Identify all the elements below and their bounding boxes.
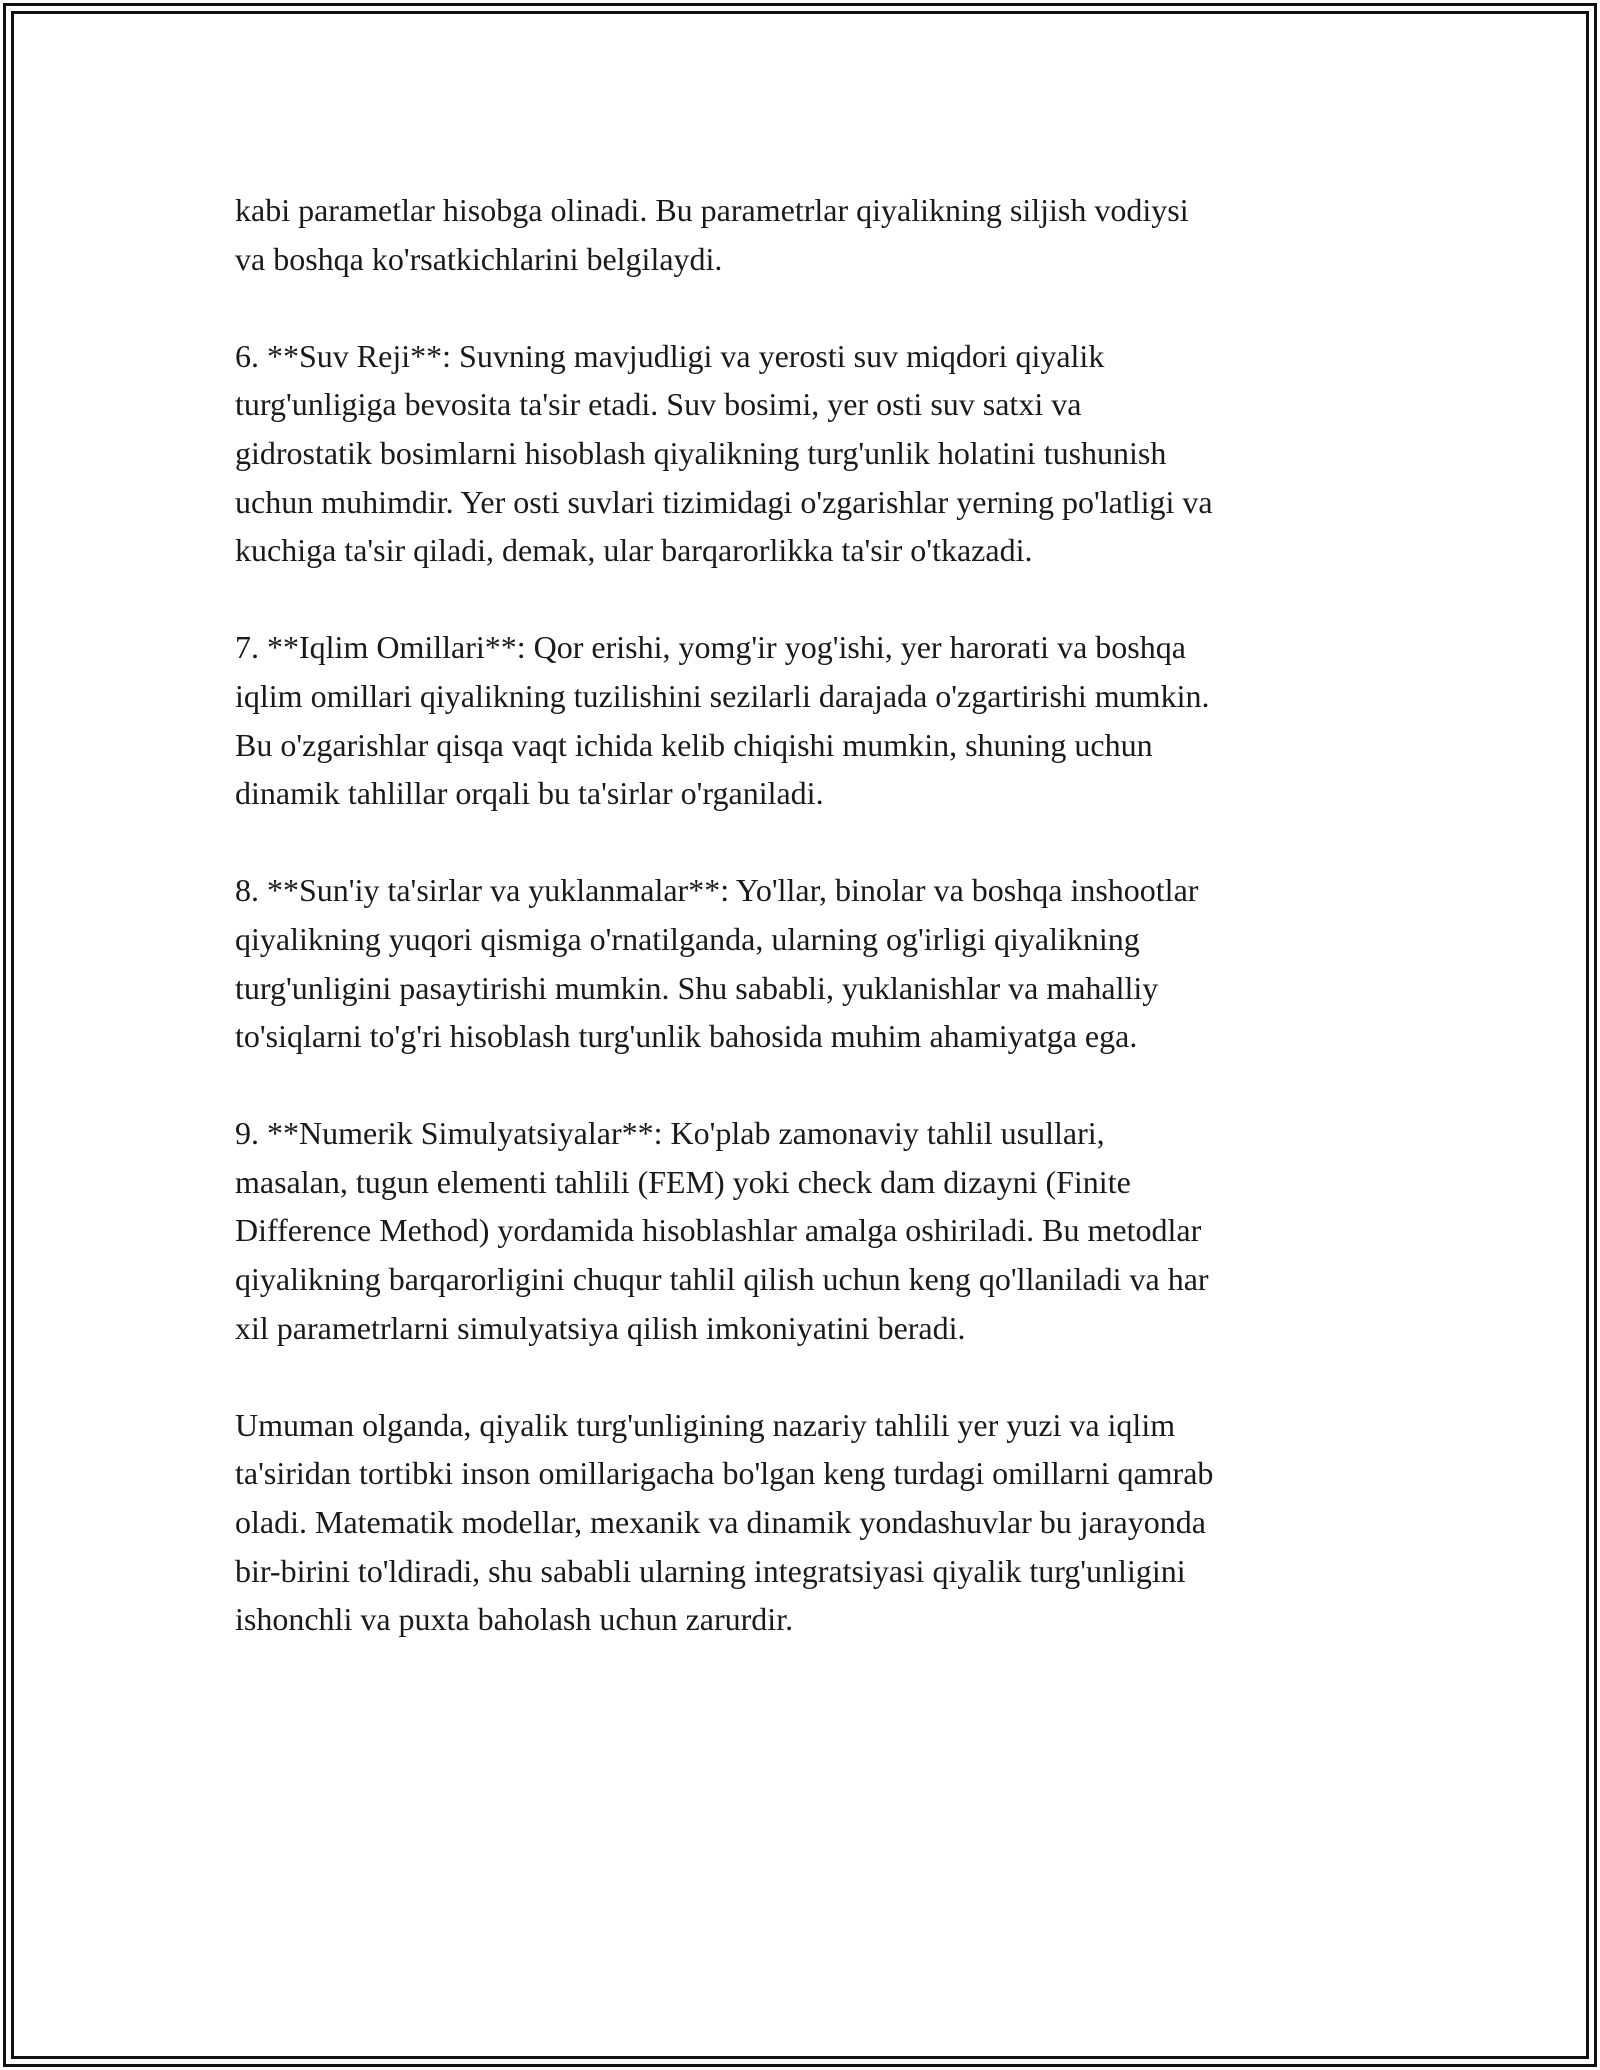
text-line: oladi. Matematik modellar, mexanik va dinamik yondashuvlar bu jarayonda — [235, 1504, 1206, 1541]
text-line: Umuman olganda, qiyalik turg'unligining nazariy tahlili yer yuzi va iqlim — [235, 1406, 1176, 1443]
paragraph-item-8-artificial-loads — [235, 866, 1375, 1060]
text-line: to'siqlarni to'g'ri hisoblash turg'unlik bahosida muhim ahamiyatga ega. — [235, 1018, 1138, 1055]
text-line: turg'unligiga bevosita ta'sir etadi. Suv bosimi, yer osti suv satxi va — [235, 386, 1082, 423]
text-line: Difference Method) yordamida hisoblashlar amalga oshiriladi. Bu metodlar — [235, 1212, 1202, 1249]
text-line: Bu o'zgarishlar qisqa vaqt ichida kelib chiqishi mumkin, shuning uchun — [235, 726, 1153, 763]
text-line: kabi parametlar hisobga olinadi. Bu parametrlar qiyalikning siljish vodiysi — [235, 192, 1189, 228]
text-line: gidrostatik bosimlarni hisoblash qiyalikning turg'unlik holatini tushunish — [235, 434, 1167, 471]
text-line: qiyalikning yuqori qismiga o'rnatilganda, ularning og'irligi qiyalikning — [235, 920, 1140, 957]
paragraph-item-6-water-regime — [235, 332, 1375, 575]
document-body — [235, 186, 1375, 1692]
text-line: kuchiga ta'sir qiladi, demak, ular barqarorlikka ta'sir o'tkazadi. — [235, 532, 1033, 569]
text-line: 6. **Suv Reji**: Suvning mavjudligi va yerosti suv miqdori qiyalik — [235, 337, 1105, 374]
text-line: bir-birini to'ldiradi, shu sababli ularning integratsiyasi qiyalik turg'unligini — [235, 1552, 1186, 1589]
text-line: dinamik tahlillar orqali bu ta'sirlar o'rganiladi. — [235, 775, 824, 812]
text-line: iqlim omillari qiyalikning tuzilishini sezilarli darajada o'zgartirishi mumkin. — [235, 677, 1210, 714]
text-line: masalan, tugun elementi tahlili (FEM) yoki check dam dizayni (Finite — [235, 1163, 1131, 1200]
text-line: 8. **Sun'iy ta'sirlar va yuklanmalar**: Yo'llar, binolar va boshqa inshootlar — [235, 872, 1199, 909]
paragraph-conclusion — [235, 1401, 1375, 1644]
text-line: uchun muhimdir. Yer osti suvlari tizimidagi o'zgarishlar yerning po'latligi va — [235, 483, 1213, 520]
paragraph-parameters-continuation — [235, 186, 1375, 283]
paragraph-item-9-numerical-simulations — [235, 1109, 1375, 1352]
text-line: 9. **Numerik Simulyatsiyalar**: Ko'plab zamonaviy tahlil usullari, — [235, 1115, 1105, 1152]
paragraph-item-7-climate-factors — [235, 623, 1375, 817]
text-line: xil parametrlarni simulyatsiya qilish imkoniyatini beradi. — [235, 1309, 966, 1346]
text-line: 7. **Iqlim Omillari**: Qor erishi, yomg'ir yog'ishi, yer harorati va boshqa — [235, 629, 1186, 666]
text-line: ishonchli va puxta baholash uchun zarurdir. — [235, 1601, 794, 1638]
text-line: qiyalikning barqarorligini chuqur tahlil qilish uchun keng qo'llaniladi va har — [235, 1261, 1209, 1298]
text-line: va boshqa ko'rsatkichlarini belgilaydi. — [235, 240, 723, 277]
text-line: ta'siridan tortibki inson omillarigacha bo'lgan keng turdagi omillarni qamrab — [235, 1455, 1214, 1492]
text-line: turg'unligini pasaytirishi mumkin. Shu sababli, yuklanishlar va mahalliy — [235, 969, 1159, 1006]
